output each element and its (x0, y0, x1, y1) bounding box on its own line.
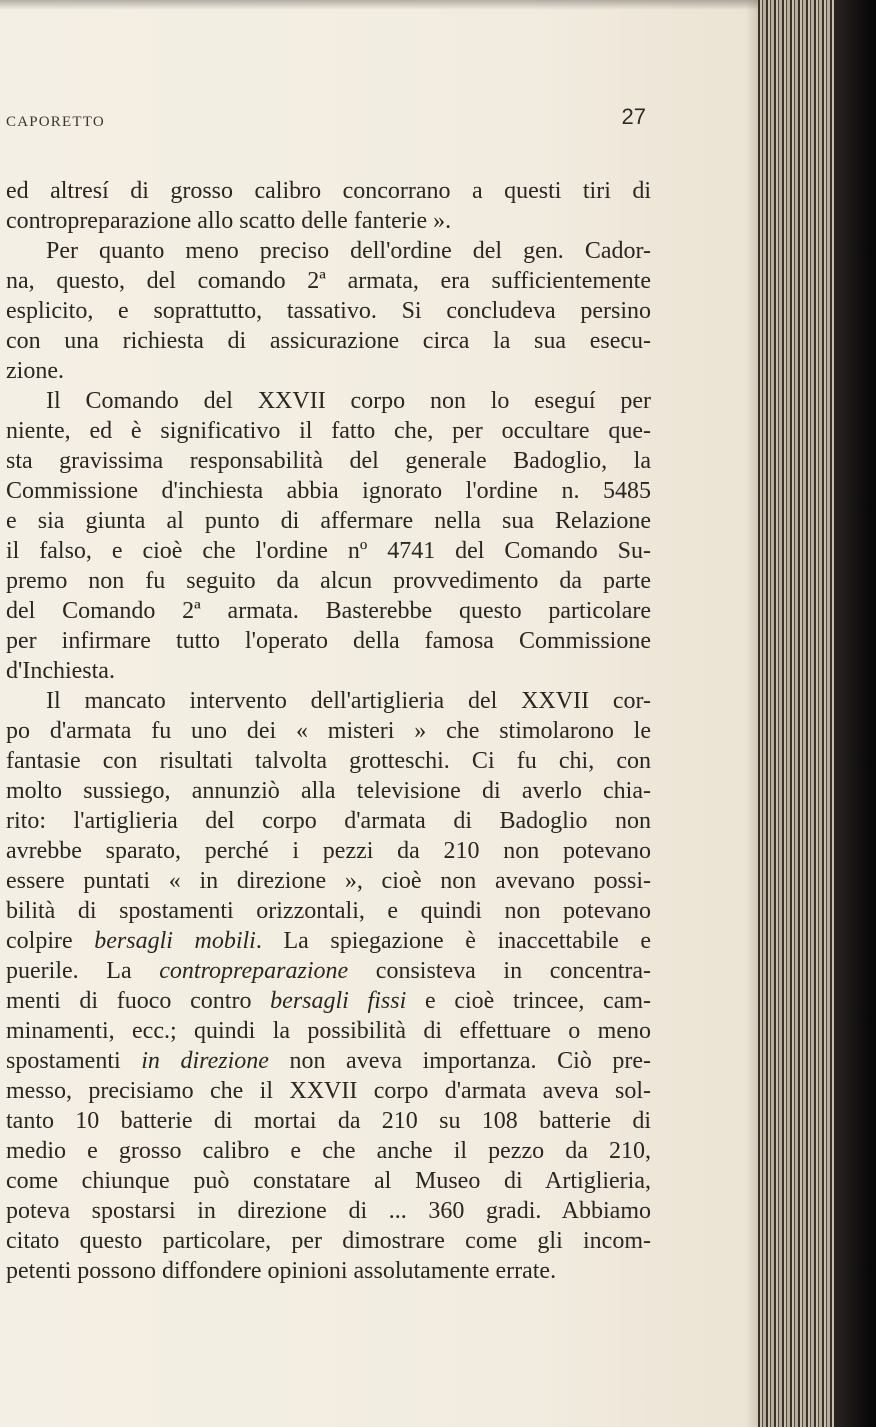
text-line: puerile. La contropreparazione consisteva in concentra- (6, 958, 651, 984)
text-line: na, questo, del comando 2ª armata, era sufficientemente (6, 268, 651, 294)
text-line: d'Inchiesta. (6, 658, 115, 684)
text-line: zione. (6, 358, 64, 384)
text-line: e sia giunta al punto di affermare nella sua Relazione (6, 508, 651, 534)
text-line: il falso, e cioè che l'ordine nº 4741 del Comando Su- (6, 538, 651, 564)
text-line: essere puntati « in direzione », cioè non avevano possi- (6, 868, 651, 894)
text-line: Per quanto meno preciso dell'ordine del gen. Cador- (46, 238, 651, 264)
paragraph (6, 686, 651, 1286)
running-head: CAPORETTO (6, 114, 105, 130)
text-line: fantasie con risultati talvolta grotteschi. Ci fu chi, con (6, 748, 651, 774)
text-line: sta gravissima responsabilità del generale Badoglio, la (6, 448, 651, 474)
text-line: messo, precisiamo che il XXVII corpo d'armata aveva sol- (6, 1078, 651, 1104)
page-header (6, 104, 646, 134)
text-line: del Comando 2ª armata. Basterebbe questo particolare (6, 598, 651, 624)
paragraph (6, 176, 651, 236)
text-line: poteva spostarsi in direzione di ... 360 gradi. Abbiamo (6, 1198, 651, 1224)
text-line: contropreparazione allo scatto delle fanterie ». (6, 208, 452, 234)
text-line: niente, ed è significativo il fatto che, per occultare que- (6, 418, 651, 444)
text-line: colpire bersagli mobili. La spiegazione è inaccettabile e (6, 928, 651, 954)
text-line: menti di fuoco contro bersagli fissi e cioè trincee, cam- (6, 988, 651, 1014)
text-line: spostamenti in direzione non aveva importanza. Ciò pre- (6, 1048, 651, 1074)
text-line: avrebbe sparato, perché i pezzi da 210 non potevano (6, 838, 651, 864)
text-line: medio e grosso calibro e che anche il pezzo da 210, (6, 1138, 651, 1164)
page-number: 27 (621, 104, 646, 129)
text-line: ed altresí di grosso calibro concorrano a questi tiri di (6, 178, 651, 204)
body-text (6, 176, 651, 1286)
text-line: tanto 10 batterie di mortai da 210 su 108 batterie di (6, 1108, 651, 1134)
text-line: Commissione d'inchiesta abbia ignorato l'ordine n. 5485 (6, 478, 651, 504)
text-line: bilità di spostamenti orizzontali, e quindi non potevano (6, 898, 651, 924)
text-line: molto sussiego, annunziò alla televisione di averlo chia- (6, 778, 651, 804)
top-edge-shadow (0, 0, 876, 10)
text-line: con una richiesta di assicurazione circa la sua esecu- (6, 328, 651, 354)
text-line: po d'armata fu uno dei « misteri » che stimolarono le (6, 718, 651, 744)
text-line: Il mancato intervento dell'artiglieria del XXVII cor- (46, 688, 651, 714)
text-line: premo non fu seguito da alcun provvedimento da parte (6, 568, 651, 594)
text-line: rito: l'artiglieria del corpo d'armata di Badoglio non (6, 808, 651, 834)
paragraph (6, 236, 651, 386)
text-line: petenti possono diffondere opinioni assolutamente errate. (6, 1258, 557, 1284)
text-line: minamenti, ecc.; quindi la possibilità di effettuare o meno (6, 1018, 651, 1044)
text-line: esplicito, e soprattutto, tassativo. Si concludeva persino (6, 298, 651, 324)
book-cover-edge (834, 0, 876, 1427)
text-line: Il Comando del XXVII corpo non lo eseguí per (46, 388, 651, 414)
text-line: per infirmare tutto l'operato della famosa Commissione (6, 628, 651, 654)
text-line: come chiunque può constatare al Museo di Artiglieria, (6, 1168, 651, 1194)
paragraph (6, 386, 651, 686)
text-line: citato questo particolare, per dimostrare come gli incom- (6, 1228, 651, 1254)
